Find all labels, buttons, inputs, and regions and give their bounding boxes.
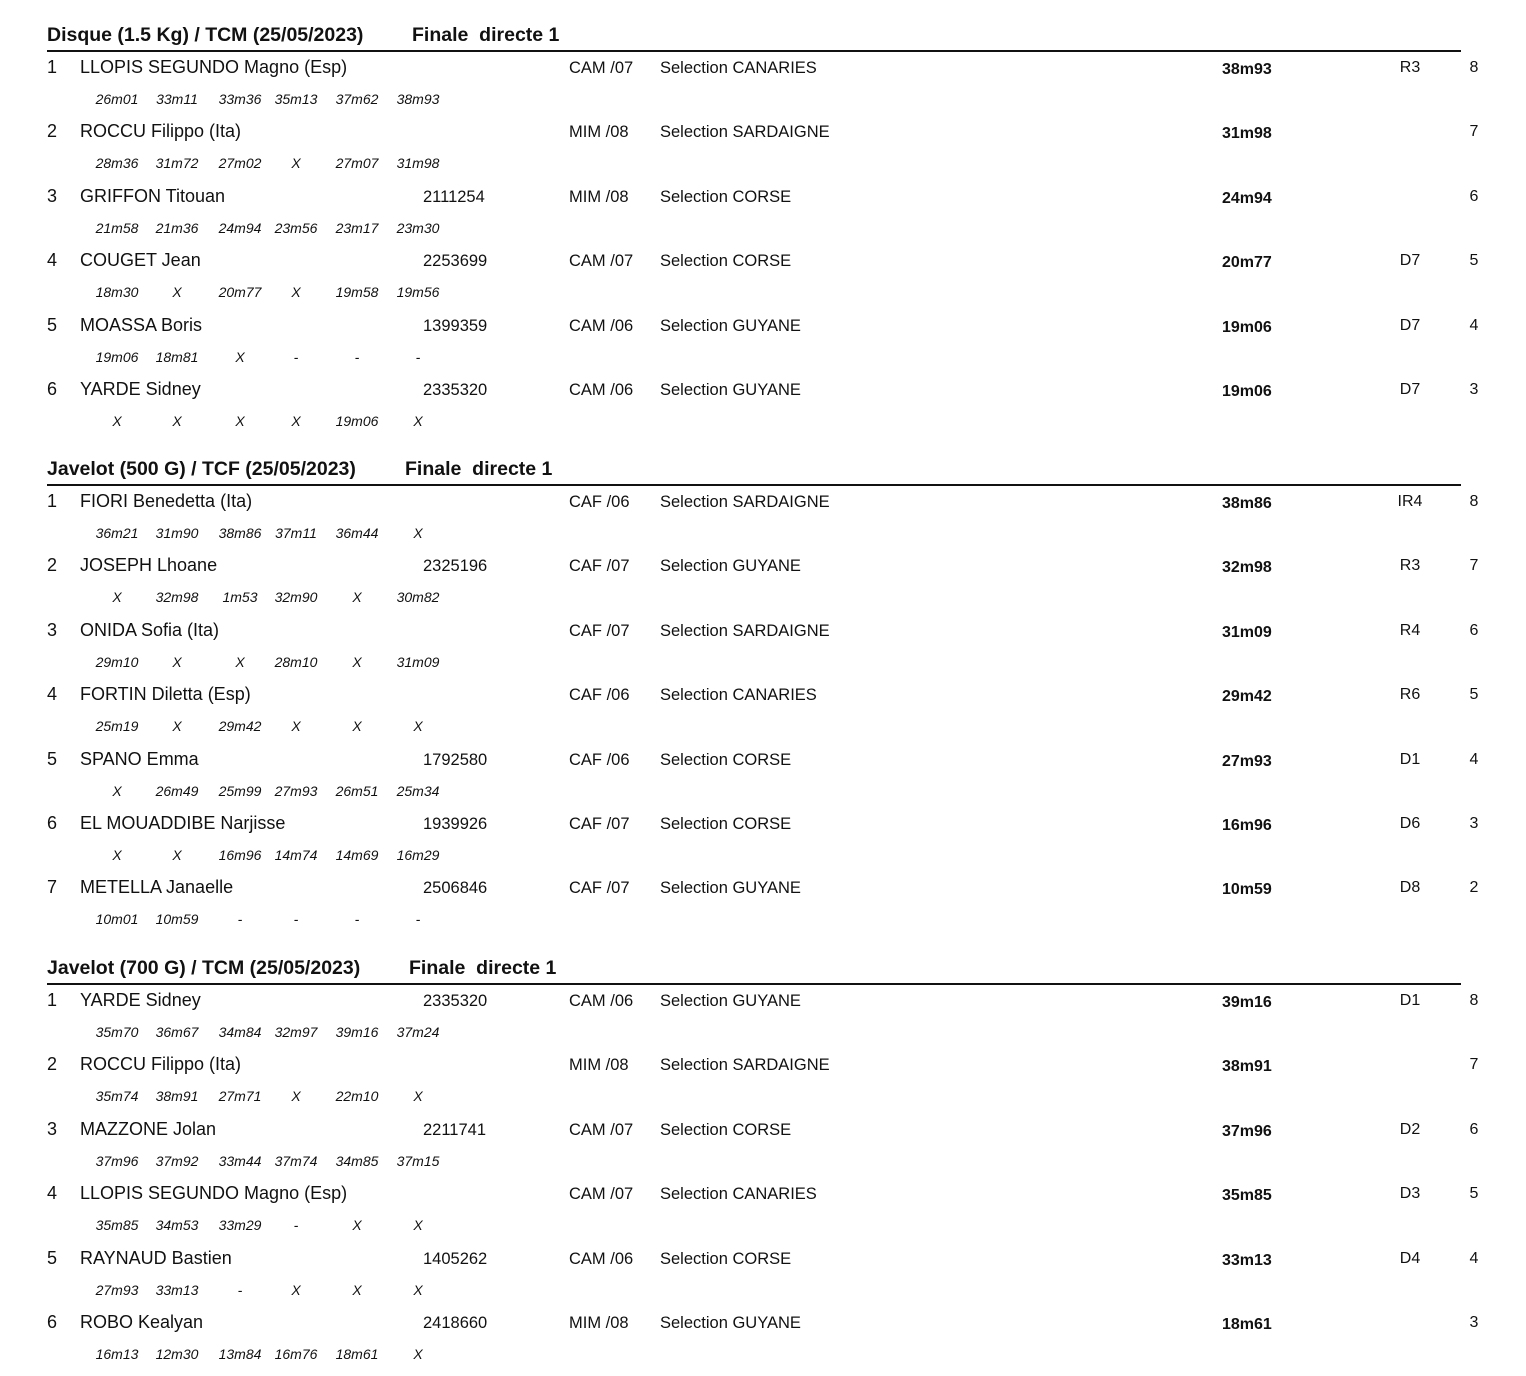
points: 6: [1469, 621, 1479, 639]
result-row: [0, 379, 1526, 443]
best-performance: 37m96: [1222, 1122, 1272, 1140]
attempt: 31m72: [155, 155, 199, 172]
license-number: 1939926: [423, 815, 488, 833]
best-performance: 38m93: [1222, 61, 1272, 78]
event-header: [47, 953, 1461, 985]
best-performance: 38m86: [1222, 495, 1272, 512]
attempt: 19m56: [396, 284, 440, 301]
category: CAF /06: [569, 493, 630, 511]
best-performance: 27m93: [1222, 752, 1272, 770]
attempt: -: [354, 911, 360, 928]
category: CAM /07: [569, 59, 634, 77]
result-row: [0, 684, 1526, 748]
license-number: 2335320: [423, 992, 488, 1010]
club: Selection GUYANE: [660, 879, 801, 898]
license-number: 2335320: [423, 381, 488, 399]
best-performance: 29m42: [1222, 688, 1272, 706]
points: 8: [1469, 992, 1479, 1009]
club: Selection CANARIES: [660, 686, 817, 705]
attempt: 37m74: [274, 1152, 318, 1169]
attempt: 12m30: [155, 1346, 199, 1362]
attempt: X: [413, 1217, 423, 1234]
athlete-name: SPANO Emma: [80, 748, 199, 769]
attempt: 25m34: [396, 782, 440, 799]
attempt: 31m09: [396, 653, 440, 670]
result-row: [0, 121, 1526, 185]
attempt: 16m96: [218, 847, 262, 863]
points: 7: [1469, 1056, 1479, 1074]
result-row: [0, 1183, 1526, 1247]
attempt: 38m86: [218, 525, 262, 541]
best-performance: 10m59: [1222, 881, 1272, 899]
athlete-name: ROCCU Filippo (Ita): [80, 121, 242, 142]
points: 5: [1469, 252, 1479, 270]
rank: 2: [47, 555, 58, 576]
athlete-name: MAZZONE Jolan: [80, 1118, 217, 1139]
event-header: [47, 454, 1461, 486]
attempt: 37m24: [396, 1024, 440, 1040]
attempt: 28m36: [95, 155, 139, 172]
points: 7: [1469, 123, 1479, 141]
event-phase: Finale directe 1: [405, 458, 553, 480]
athlete-name: ONIDA Sofia (Ita): [80, 619, 220, 640]
attempt: X: [413, 525, 423, 541]
rank: 1: [47, 990, 58, 1010]
attempt: X: [352, 589, 362, 606]
attempt: 35m13: [274, 91, 318, 107]
attempt: 24m94: [218, 219, 262, 236]
attempt: 27m07: [335, 155, 379, 172]
level: D3: [1399, 1185, 1421, 1203]
best-performance: 16m96: [1222, 817, 1272, 834]
attempt: X: [413, 413, 423, 429]
attempt: 34m85: [335, 1152, 379, 1169]
club: Selection CORSE: [660, 1120, 792, 1139]
attempt: 33m13: [155, 1281, 199, 1298]
athlete-name: EL MOUADDIBE Narjisse: [80, 813, 286, 833]
category: CAM /06: [569, 992, 634, 1010]
attempt: 22m10: [335, 1088, 379, 1105]
athlete-name: ROBO Kealyan: [80, 1312, 204, 1332]
attempt: X: [413, 1281, 423, 1298]
rank: 6: [47, 379, 58, 399]
points: 5: [1469, 686, 1479, 704]
rank: 5: [47, 1247, 58, 1268]
result-row: [0, 877, 1526, 941]
result-row: [0, 315, 1526, 379]
points: 4: [1469, 750, 1479, 768]
attempt: X: [112, 782, 122, 799]
attempt: 31m98: [396, 155, 440, 172]
points: 3: [1469, 1314, 1479, 1331]
athlete-name: FIORI Benedetta (Ita): [80, 491, 253, 511]
rank: 1: [47, 57, 58, 77]
attempt: 39m16: [335, 1024, 379, 1040]
attempt: X: [172, 847, 182, 863]
points: 2: [1469, 879, 1479, 897]
attempt: X: [172, 284, 182, 301]
points: 5: [1469, 1185, 1479, 1203]
level: D8: [1399, 879, 1421, 897]
attempt: X: [172, 653, 182, 670]
result-row: [0, 1312, 1526, 1376]
category: MIM /08: [569, 187, 629, 206]
attempt: 19m06: [335, 413, 379, 429]
athlete-name: COUGET Jean: [80, 250, 201, 271]
rank: 4: [47, 1183, 58, 1204]
attempt: 27m93: [95, 1281, 139, 1298]
category: CAM /07: [569, 1185, 634, 1204]
attempt: 28m10: [274, 653, 318, 670]
points: 7: [1469, 557, 1479, 575]
best-performance: 38m91: [1222, 1058, 1272, 1076]
level: R6: [1399, 686, 1421, 704]
attempt: 13m84: [218, 1346, 262, 1362]
attempt: 29m42: [218, 718, 262, 735]
attempt: -: [293, 1217, 299, 1234]
attempt: -: [354, 348, 360, 365]
level: R3: [1399, 59, 1421, 76]
attempt: X: [352, 1217, 362, 1234]
attempt: 27m93: [274, 782, 318, 799]
attempt: X: [413, 1346, 423, 1362]
rank: 4: [47, 250, 58, 271]
athlete-name: ROCCU Filippo (Ita): [80, 1054, 242, 1075]
attempt: -: [415, 911, 421, 928]
club: Selection CANARIES: [660, 59, 817, 77]
attempt: 10m01: [95, 911, 139, 928]
result-row: [0, 620, 1526, 684]
attempt: 35m85: [95, 1217, 139, 1234]
rank: 2: [47, 121, 58, 142]
license-number: 1792580: [423, 750, 488, 769]
attempt: 23m56: [274, 219, 318, 236]
attempt: X: [172, 718, 182, 735]
athlete-name: FORTIN Diletta (Esp): [80, 684, 251, 705]
attempt: 32m97: [274, 1024, 318, 1040]
rank: 3: [47, 185, 58, 206]
attempt: 37m62: [335, 91, 379, 107]
rank: 4: [47, 684, 58, 705]
level: D7: [1399, 252, 1421, 270]
attempt: 35m70: [95, 1024, 139, 1040]
license-number: 2506846: [423, 879, 488, 898]
points: 8: [1469, 493, 1479, 510]
result-row: [0, 813, 1526, 877]
athlete-name: LLOPIS SEGUNDO Magno (Esp): [80, 57, 348, 77]
license-number: 2253699: [423, 252, 488, 271]
result-row: [0, 1248, 1526, 1312]
points: 8: [1469, 59, 1479, 76]
level: D7: [1399, 381, 1421, 398]
category: MIM /08: [569, 123, 629, 142]
event-title: Javelot (500 G) / TCF (25/05/2023): [47, 458, 356, 480]
athlete-name: YARDE Sidney: [80, 379, 201, 399]
attempt: 30m82: [396, 589, 440, 606]
category: CAF /06: [569, 686, 630, 705]
attempt: X: [172, 413, 182, 429]
points: 3: [1469, 381, 1479, 398]
event-phase: Finale directe 1: [412, 24, 560, 46]
attempt: -: [293, 348, 299, 365]
level: D2: [1399, 1120, 1421, 1138]
attempt: 16m13: [95, 1346, 139, 1362]
attempt: 27m02: [218, 155, 262, 172]
attempt: 27m71: [218, 1088, 262, 1105]
attempt: 32m98: [155, 589, 199, 606]
level: D4: [1399, 1249, 1421, 1267]
attempt: 21m36: [155, 219, 199, 236]
result-row: [0, 250, 1526, 314]
rank: 7: [47, 877, 58, 898]
athlete-name: YARDE Sidney: [80, 990, 201, 1010]
attempt: 20m77: [218, 284, 262, 301]
result-row: [0, 491, 1526, 555]
attempt: -: [237, 1281, 243, 1298]
rank: 6: [47, 813, 58, 833]
attempt: -: [415, 348, 421, 365]
best-performance: 31m98: [1222, 125, 1272, 143]
attempt: 37m96: [95, 1152, 139, 1169]
attempt: 19m06: [95, 348, 139, 365]
best-performance: 19m06: [1222, 383, 1272, 400]
rank: 3: [47, 1118, 58, 1139]
attempt: X: [291, 1281, 301, 1298]
category: MIM /08: [569, 1314, 629, 1332]
club: Selection CORSE: [660, 252, 792, 271]
club: Selection CORSE: [660, 750, 792, 769]
attempt: 23m17: [335, 219, 379, 236]
points: 4: [1469, 1249, 1479, 1267]
attempt: X: [352, 1281, 362, 1298]
attempt: X: [291, 155, 301, 172]
club: Selection CORSE: [660, 187, 792, 206]
attempt: 16m76: [274, 1346, 318, 1362]
attempt: 19m58: [335, 284, 379, 301]
attempt: 33m29: [218, 1217, 262, 1234]
attempt: X: [235, 348, 245, 365]
club: Selection SARDAIGNE: [660, 493, 830, 511]
club: Selection SARDAIGNE: [660, 1056, 830, 1075]
attempt: 34m84: [218, 1024, 262, 1040]
club: Selection GUYANE: [660, 1314, 801, 1332]
attempt: 38m91: [155, 1088, 199, 1105]
rank: 5: [47, 748, 58, 769]
attempt: X: [413, 718, 423, 735]
license-number: 2325196: [423, 557, 488, 576]
result-row: [0, 749, 1526, 813]
category: CAM /06: [569, 316, 634, 335]
attempt: X: [112, 589, 122, 606]
result-row: [0, 555, 1526, 619]
attempt: 26m01: [95, 91, 139, 107]
club: Selection CORSE: [660, 815, 792, 833]
rank: 2: [47, 1054, 58, 1075]
attempt: X: [112, 847, 122, 863]
attempt: 1m53: [222, 589, 258, 606]
license-number: 2211741: [423, 1120, 487, 1139]
attempt: 16m29: [396, 847, 440, 863]
rank: 3: [47, 619, 58, 640]
level: IR4: [1397, 493, 1423, 510]
category: CAF /07: [569, 557, 630, 576]
level: D6: [1399, 815, 1421, 832]
points: 4: [1469, 316, 1479, 334]
attempt: 34m53: [155, 1217, 199, 1234]
rank: 5: [47, 314, 58, 335]
rank: 1: [47, 491, 58, 511]
attempt: 36m44: [335, 525, 379, 541]
best-performance: 31m09: [1222, 623, 1272, 641]
best-performance: 39m16: [1222, 994, 1272, 1011]
attempt: X: [291, 718, 301, 735]
category: CAM /06: [569, 1249, 634, 1268]
attempt: 23m30: [396, 219, 440, 236]
attempt: X: [413, 1088, 423, 1105]
attempt: X: [352, 718, 362, 735]
attempt: 18m61: [335, 1346, 379, 1362]
club: Selection CORSE: [660, 1249, 792, 1268]
club: Selection SARDAIGNE: [660, 621, 830, 640]
points: 3: [1469, 815, 1479, 832]
athlete-name: RAYNAUD Bastien: [80, 1247, 232, 1268]
result-row: [0, 990, 1526, 1054]
best-performance: 19m06: [1222, 318, 1272, 336]
category: CAM /07: [569, 1120, 634, 1139]
attempt: -: [293, 911, 299, 928]
result-row: [0, 186, 1526, 250]
result-row: [0, 1054, 1526, 1118]
attempt: 36m21: [95, 525, 139, 541]
attempt: 38m93: [396, 91, 440, 107]
event-phase: Finale directe 1: [409, 957, 557, 979]
attempt: 25m19: [95, 718, 139, 735]
license-number: 2418660: [423, 1314, 488, 1332]
attempt: 37m11: [275, 525, 317, 541]
best-performance: 35m85: [1222, 1187, 1272, 1205]
attempt: 10m59: [155, 911, 199, 928]
attempt: X: [291, 284, 301, 301]
result-row: [0, 57, 1526, 121]
license-number: 1405262: [423, 1249, 488, 1268]
best-performance: 24m94: [1222, 189, 1272, 207]
attempt: 14m69: [335, 847, 379, 863]
attempt: X: [235, 413, 245, 429]
license-number: 1399359: [423, 316, 488, 335]
club: Selection SARDAIGNE: [660, 123, 830, 142]
attempt: 33m11: [156, 91, 198, 107]
attempt: 31m90: [155, 525, 199, 541]
level: D1: [1399, 992, 1421, 1009]
attempt: X: [291, 413, 301, 429]
attempt: 26m51: [335, 782, 379, 799]
points: 6: [1469, 187, 1479, 205]
attempt: 18m81: [155, 348, 199, 365]
attempt: 29m10: [95, 653, 139, 670]
best-performance: 32m98: [1222, 559, 1272, 577]
best-performance: 20m77: [1222, 254, 1272, 272]
event-title: Disque (1.5 Kg) / TCM (25/05/2023): [47, 24, 364, 46]
attempt: 37m15: [396, 1152, 440, 1169]
attempt: 18m30: [95, 284, 139, 301]
attempt: X: [352, 653, 362, 670]
attempt: 26m49: [155, 782, 199, 799]
club: Selection GUYANE: [660, 557, 801, 576]
category: CAF /06: [569, 750, 630, 769]
club: Selection GUYANE: [660, 381, 801, 399]
athlete-name: METELLA Janaelle: [80, 877, 234, 898]
category: CAF /07: [569, 815, 630, 833]
level: D7: [1399, 316, 1421, 334]
best-performance: 18m61: [1222, 1316, 1272, 1333]
attempt: X: [291, 1088, 301, 1105]
attempt: 32m90: [274, 589, 318, 606]
athlete-name: JOSEPH Lhoane: [80, 555, 218, 576]
level: R4: [1399, 621, 1421, 639]
event-title: Javelot (700 G) / TCM (25/05/2023): [47, 957, 361, 979]
level: R3: [1399, 557, 1421, 575]
license-number: 2111254: [423, 187, 485, 206]
club: Selection GUYANE: [660, 316, 801, 335]
athlete-name: MOASSA Boris: [80, 314, 203, 335]
attempt: X: [112, 413, 122, 429]
attempt: 21m58: [95, 219, 139, 236]
attempt: X: [235, 653, 245, 670]
category: CAF /07: [569, 621, 630, 640]
level: D1: [1399, 750, 1421, 768]
athlete-name: LLOPIS SEGUNDO Magno (Esp): [80, 1183, 348, 1204]
club: Selection CANARIES: [660, 1185, 817, 1204]
attempt: 33m44: [218, 1152, 262, 1169]
attempt: -: [237, 911, 243, 928]
athlete-name: GRIFFON Titouan: [80, 185, 226, 206]
club: Selection GUYANE: [660, 992, 801, 1010]
rank: 6: [47, 1312, 58, 1332]
attempt: 36m67: [155, 1024, 199, 1040]
attempt: 37m92: [155, 1152, 199, 1169]
category: CAM /07: [569, 252, 634, 271]
result-row: [0, 1119, 1526, 1183]
event-header: [47, 20, 1461, 52]
category: CAM /06: [569, 381, 634, 399]
points: 6: [1469, 1120, 1479, 1138]
best-performance: 33m13: [1222, 1251, 1272, 1269]
attempt: 14m74: [274, 847, 318, 863]
attempt: 25m99: [218, 782, 262, 799]
attempt: 33m36: [218, 91, 262, 107]
category: MIM /08: [569, 1056, 629, 1075]
category: CAF /07: [569, 879, 630, 898]
attempt: 35m74: [95, 1088, 139, 1105]
